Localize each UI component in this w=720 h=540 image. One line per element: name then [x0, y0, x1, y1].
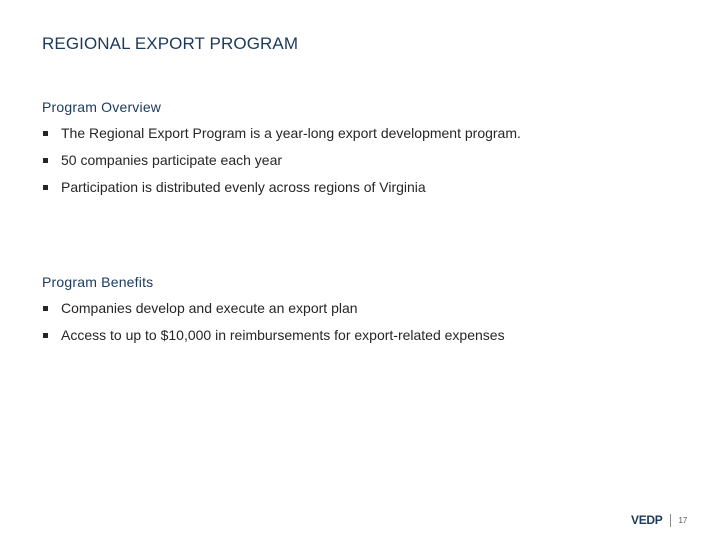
- list-item-text: The Regional Export Program is a year-long export development program.: [61, 125, 521, 141]
- program-benefits-section: [42, 274, 682, 354]
- list-item: [42, 327, 682, 344]
- program-benefits-heading: Program Benefits: [42, 274, 154, 290]
- slide-title: REGIONAL EXPORT PROGRAM: [42, 34, 299, 53]
- list-item: [42, 125, 682, 142]
- list-item: [42, 300, 682, 317]
- footer-divider: [670, 514, 671, 527]
- program-overview-list: [42, 125, 682, 196]
- list-item-text: Participation is distributed evenly across regions of Virginia: [61, 179, 426, 195]
- list-item-text: Companies develop and execute an export plan: [61, 300, 358, 316]
- page-number: 17: [678, 515, 688, 525]
- list-item-text: 50 companies participate each year: [61, 152, 283, 168]
- program-benefits-list: [42, 300, 682, 344]
- list-item: [42, 152, 682, 169]
- square-bullet-icon: [43, 306, 48, 311]
- list-item: [42, 179, 682, 196]
- list-item-text: Access to up to $10,000 in reimbursements for export-related expenses: [61, 327, 505, 343]
- program-overview-heading: Program Overview: [42, 99, 162, 115]
- square-bullet-icon: [43, 185, 48, 190]
- program-overview-section: [42, 99, 682, 206]
- vedp-logo: VEDP: [631, 513, 663, 527]
- footer: [631, 513, 687, 527]
- square-bullet-icon: [43, 158, 48, 163]
- square-bullet-icon: [43, 131, 48, 136]
- square-bullet-icon: [43, 333, 48, 338]
